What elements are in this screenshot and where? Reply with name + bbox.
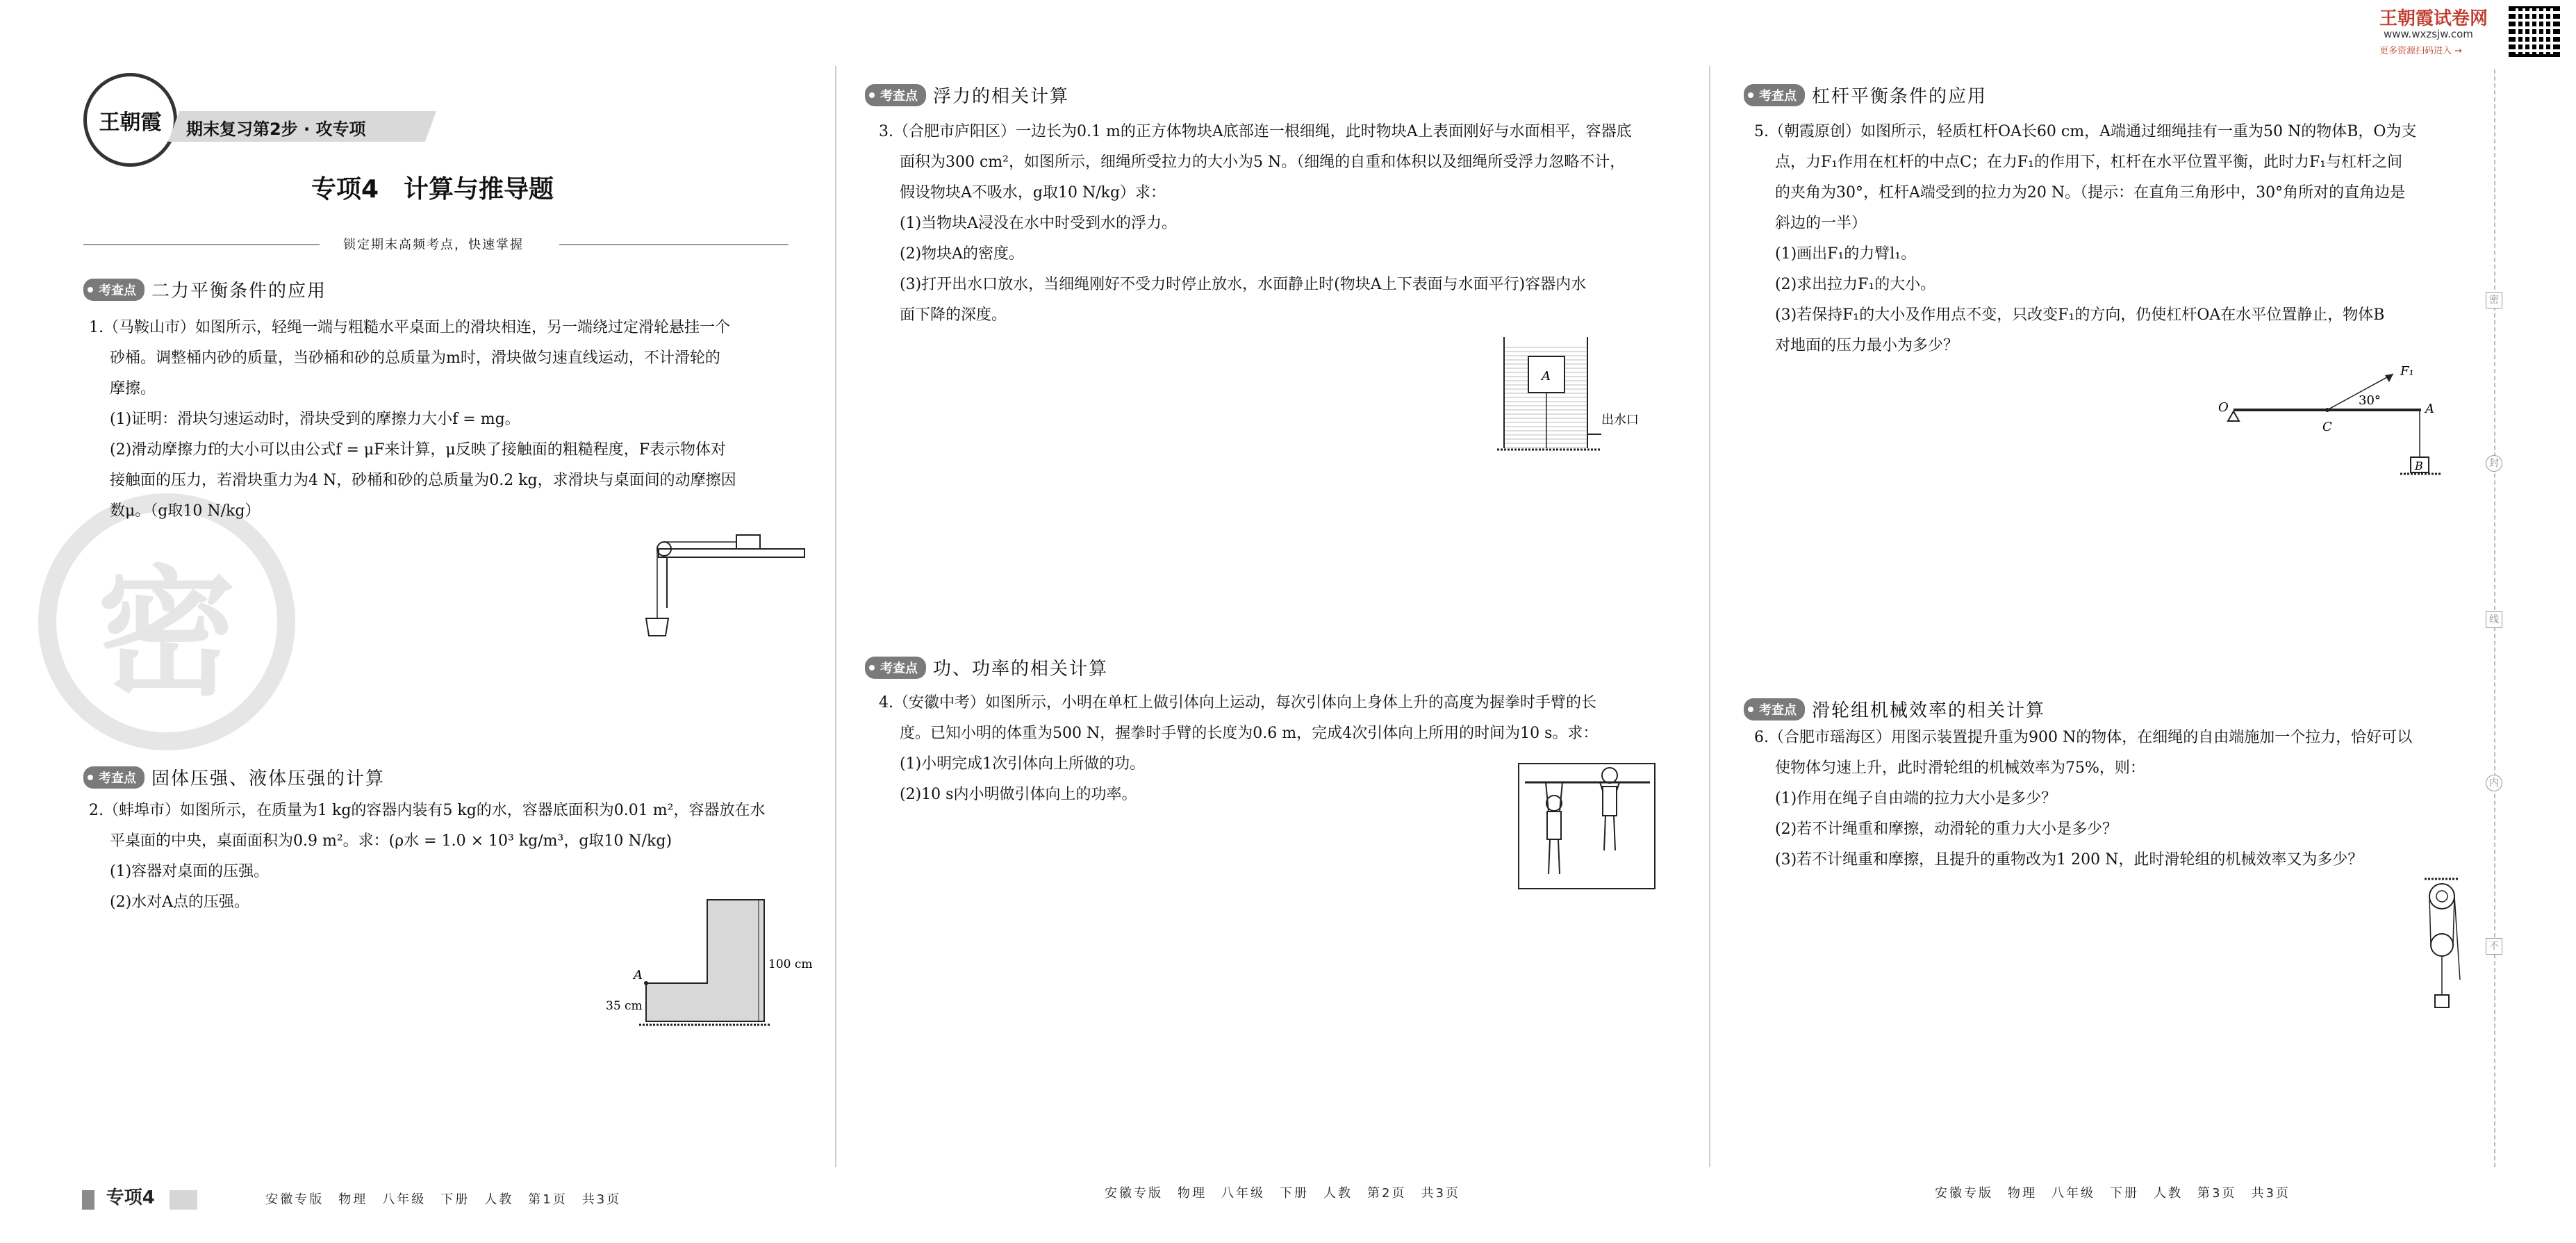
qr-code-icon[interactable]	[2509, 6, 2560, 57]
footer-1	[82, 1183, 621, 1210]
person-low-icon	[1546, 782, 1562, 874]
footer-2	[1105, 1183, 1460, 1201]
binding-char: 不	[2489, 941, 2499, 952]
q2-figure	[604, 893, 813, 1032]
q6-line: (2)若不计绳重和摩擦，动滑轮的重力大小是多少？	[1775, 821, 2118, 838]
label-o: O	[2218, 400, 2229, 415]
outlet-label: 出水口	[1601, 413, 1639, 427]
q4-line: 4.（安徽中考）如图所示，小明在单杠上做引体向上运动，每次引体向上身体上升的高度为握拳时手臂的长	[879, 694, 1596, 711]
question-3	[879, 117, 1699, 331]
q2-line: (2)水对A点的压强。	[110, 894, 250, 911]
label-a: A	[634, 968, 643, 982]
fixed-pulley-icon	[2429, 884, 2454, 909]
section-tag: 考查点	[865, 657, 926, 679]
stamp-glyph: 密	[97, 552, 236, 715]
section-5-heading	[1744, 82, 1987, 108]
page-column-1	[0, 0, 834, 1243]
sliding-block	[736, 535, 760, 549]
section-6-heading	[1744, 696, 2045, 722]
load-block	[2435, 995, 2449, 1007]
question-6	[1754, 723, 2484, 875]
binding-mark	[2486, 938, 2502, 955]
section-tag: 考查点	[83, 279, 145, 301]
label-f1: F₁	[2400, 364, 2414, 379]
section-4-heading	[865, 655, 1108, 680]
q3-line: (3)打开出水口放水，当细绳刚好不受力时停止放水，水面静止时(物块A上下表面与水面平行)容器内水	[900, 276, 1587, 293]
q1-line: 砂桶。调整桶内砂的质量，当砂桶和砂的总质量为m时，滑块做匀速直线运动，不计滑轮的	[110, 349, 720, 367]
secret-stamp	[38, 493, 295, 750]
section-title: 浮力的相关计算	[933, 86, 1070, 107]
site-name: 王朝霞试卷网	[2379, 8, 2488, 29]
label-c: C	[2322, 420, 2332, 434]
q5-line: 的夹角为30°，杠杆A端受到的拉力为20 N。（提示：在直角三角形中，30°角所对的直角边是	[1775, 184, 2406, 201]
binding-mark	[2486, 455, 2502, 472]
footer-info: 安徽专版 物理 八年级 下册 人教 第3页 共3页	[1935, 1186, 2290, 1201]
section-title: 二力平衡条件的应用	[151, 281, 327, 302]
q2-line: 2.（蚌埠市）如图所示，在质量为1 kg的容器内装有5 kg的水，容器底面积为0.01 m²，容器放在水	[89, 802, 766, 819]
binding-mark	[2486, 611, 2502, 628]
section-title: 固体压强、液体压强的计算	[151, 768, 386, 789]
site-url: www.wxzsjw.com	[2384, 28, 2473, 40]
rope	[2453, 896, 2454, 945]
binding-char: 线	[2489, 614, 2499, 625]
footer-label: 专项4	[106, 1187, 155, 1208]
footer-info: 安徽专版 物理 八年级 下册 人教 第2页 共3页	[1105, 1186, 1460, 1201]
q3-line: (1)当物块A浸没在水中时受到水的浮力。	[900, 215, 1178, 232]
rope	[2429, 896, 2431, 945]
stage-label: 期末复习第2步 · 攻专项	[186, 120, 366, 139]
logo-text: 王朝霞	[99, 110, 162, 135]
question-1	[89, 313, 811, 527]
container-outline	[646, 900, 764, 1021]
q1-line: 接触面的压力，若滑块重力为4 N，砂桶和砂的总质量为0.2 kg，求滑块与桌面间的动摩擦因	[110, 472, 736, 489]
binding-mark	[2486, 775, 2502, 791]
column-divider	[835, 66, 836, 1167]
section-title: 功、功率的相关计算	[933, 659, 1109, 680]
q4-line: (1)小明完成1次引体向上所做的功。	[900, 755, 1146, 773]
q3-line: 假设物块A不吸水，g取10 N/kg）求：	[900, 184, 1166, 201]
q3-line: 面下降的深度。	[900, 306, 1007, 324]
fulcrum-icon	[2228, 411, 2239, 421]
sand-bucket	[646, 618, 668, 636]
q4-figure	[1518, 763, 1657, 891]
brand-logo	[83, 73, 177, 167]
q5-line: 对地面的压力最小为多少？	[1775, 337, 1959, 354]
q5-line: (2)求出拉力F₁的大小。	[1775, 276, 1936, 293]
page-subtitle: 锁定期末高频考点，快速掌握	[343, 238, 524, 252]
section-1-heading	[83, 277, 327, 302]
binding-mark	[2486, 292, 2502, 308]
q5-line: 5.（朝霞原创）如图所示，轻质杠杆OA长60 cm，A端通过细绳挂有一重为50 N的物体B，O为支	[1754, 123, 2417, 140]
q1-line: 数μ。（g取10 N/kg）	[110, 502, 261, 520]
q5-line: (3)若保持F₁的大小及作用点不变，只改变F₁的方向，仍使杠杆OA在水平位置静止，物体B	[1775, 306, 2385, 324]
q6-line: (3)若不计绳重和摩擦，且提升的重物改为1 200 N，此时滑轮组的机械效率又为多少？	[1775, 851, 2363, 869]
q2-line: (1)容器对桌面的压强。	[110, 863, 270, 880]
person-high-icon	[1600, 768, 1619, 850]
label-b: B	[2415, 459, 2423, 472]
binding-char: 密	[2489, 295, 2499, 306]
page-column-2	[837, 0, 1709, 1243]
q6-line: 6.（合肥市瑶海区）用图示装置提升重为900 N的物体，在细绳的自由端施加一个拉力，恰好可以	[1754, 729, 2413, 746]
point-a	[644, 981, 648, 985]
movable-pulley-icon	[2431, 934, 2453, 956]
q6-figure	[2421, 875, 2463, 1021]
label-a: A	[2425, 402, 2434, 416]
section-2-heading	[83, 764, 385, 790]
footer-3	[1935, 1183, 2290, 1201]
q1-line: 摩擦。	[110, 380, 156, 397]
q5-line: 斜边的一半）	[1775, 215, 1867, 232]
table-top	[659, 549, 804, 557]
q3-figure	[1497, 337, 1664, 455]
question-5	[1754, 117, 2484, 361]
q3-line: 面积为300 cm²，如图所示，细绳所受拉力的大小为5 N。（细绳的自重和体积以及细绳所受浮力忽略不计，	[900, 154, 1626, 171]
q1-line: 1.（马鞍山市）如图所示，轻绳一端与粗糙水平桌面上的滑块相连，另一端绕过定滑轮悬挂一个	[89, 319, 730, 336]
column-divider	[1709, 66, 1710, 1167]
section-title: 滑轮组机械效率的相关计算	[1812, 700, 2046, 721]
q1-figure	[639, 528, 813, 639]
label-a: A	[1542, 369, 1551, 384]
label-angle: 30°	[2359, 393, 2381, 408]
q2-line: 平桌面的中央，桌面面积为0.9 m²。求：(ρ水 = 1.0 × 10³ kg/m³，g取10 N/kg)	[110, 832, 672, 850]
binding-char: 内	[2489, 777, 2499, 789]
footer-info: 安徽专版 物理 八年级 下册 人教 第1页 共3页	[265, 1192, 622, 1207]
footer-bar-pattern	[170, 1190, 197, 1210]
q6-line: (1)作用在绳子自由端的拉力大小是多少？	[1775, 790, 2057, 807]
title-rule-right	[559, 244, 789, 245]
footer-bar	[82, 1190, 94, 1210]
page-title: 专项4 计算与推导题	[311, 175, 554, 204]
q3-line: 3.（合肥市庐阳区）一边长为0.1 m的正方体物块A底部连一根细绳，此时物块A上表面刚好与水面相平，容器底	[879, 123, 1632, 140]
page-column-3	[1712, 0, 2484, 1243]
q1-line: (1)证明：滑块匀速运动时，滑块受到的摩擦力大小f = mg。	[110, 411, 520, 428]
label-100cm: 100 cm	[768, 957, 813, 971]
site-note: 更多资源扫码进入 →	[2379, 46, 2463, 56]
q5-line: 点，力F₁作用在杠杆的中点C；在力F₁的作用下，杠杆在水平位置平衡，此时力F₁与杠杆之间	[1775, 154, 2403, 171]
rope-free-end	[2454, 896, 2460, 980]
section-tag: 考查点	[865, 84, 926, 106]
binding-char: 封	[2489, 458, 2499, 469]
q3-line: (2)物块A的密度。	[900, 245, 1025, 263]
section-tag: 考查点	[1744, 698, 1805, 721]
q4-line: 度。已知小明的体重为500 N，握拳时手臂的长度为0.6 m，完成4次引体向上所用的时间为10 s。求：	[900, 725, 1599, 742]
section-tag: 考查点	[1744, 84, 1805, 106]
title-rule-left	[83, 244, 320, 245]
q1-line: (2)滑动摩擦力f的大小可以由公式f = μF来计算，μ反映了接触面的粗糙程度，F表示物体对	[110, 441, 726, 459]
section-3-heading	[865, 82, 1069, 108]
section-tag: 考查点	[83, 766, 145, 789]
q6-line: 使物体匀速上升，此时滑轮组的机械效率为75%，则：	[1775, 759, 2145, 777]
q5-line: (1)画出F₁的力臂l₁。	[1775, 245, 1917, 263]
q5-figure	[2213, 354, 2449, 479]
label-35cm: 35 cm	[606, 999, 643, 1013]
q4-line: (2)10 s内小明做引体向上的功率。	[900, 786, 1137, 803]
section-title: 杠杆平衡条件的应用	[1812, 86, 1988, 107]
